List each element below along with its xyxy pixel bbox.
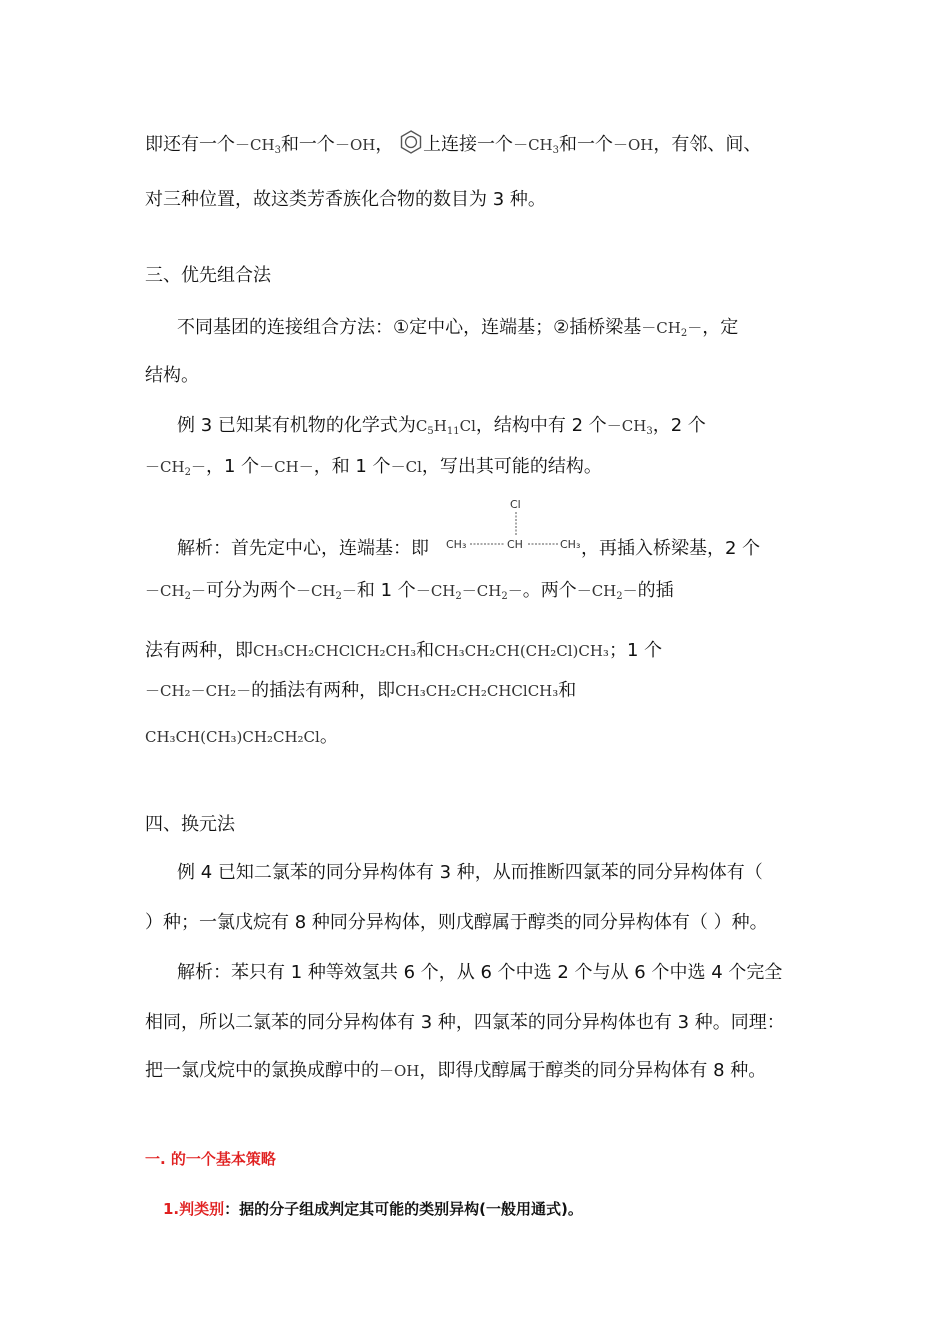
formula: －Cl — [390, 458, 422, 476]
formula: $-CH_2-$ — [576, 582, 638, 602]
paragraph-line: ）种；一氯戊烷有 8 种同分异构体，则戊醇属于醇类的同分异构体有（ ）种。 — [145, 912, 768, 933]
formula: $-CH_3$ — [606, 417, 653, 437]
paragraph-line: 结构。 — [145, 365, 199, 386]
struct-right-label: CH₃ — [560, 538, 581, 551]
formula: CH₃CH(CH₃)CH₂CH₂Cl — [145, 728, 320, 746]
paragraph-line: 把一氯戊烷中的氯换成醇中的－OH，即得戊醇属于醇类的同分异构体有 8 种。 — [145, 1060, 767, 1081]
formula: $C_5H_{11}Cl$ — [415, 417, 476, 437]
paragraph-line: －CH₂－CH₂－的插法有两种，即CH₃CH₂CH₂CHClCH₃和 — [145, 680, 577, 701]
paragraph-line: 解析：首先定中心，连端基：即 ，再插入桥梁基，2 个 — [177, 538, 761, 559]
struct-left-label: CH₃ — [446, 538, 467, 551]
paragraph-line: 法有两种，即CH₃CH₂CHClCH₂CH₃和CH₃CH₂CH(CH₂Cl)CH₃；1 个 — [145, 640, 663, 661]
formula: $-CH_2-$ — [145, 458, 206, 478]
paragraph-line: 解析：苯只有 1 种等效氢共 6 个，从 6 个中选 2 个与从 6 个中选 4 个完全 — [177, 962, 783, 983]
paragraph-line: CH₃CH(CH₃)CH₂CH₂Cl。 — [145, 726, 338, 747]
red-section-heading: 一. 的一个基本策略 — [145, 1150, 276, 1168]
formula: －OH — [379, 1062, 420, 1080]
formula: $-CH_3$ — [235, 136, 281, 156]
formula: CH₃CH₂CH(CH₂Cl)CH₃ — [434, 642, 609, 660]
formula: $-CH_2-$ — [641, 319, 703, 339]
paragraph-line: 例 4 已知二氯苯的同分异构体有 3 种，从而推断四氯苯的同分异构体有（ — [177, 862, 763, 883]
formula: $-CH_3$ — [513, 136, 559, 156]
paragraph-line: $-CH_2-$可分为两个$-CH_2-$和 1 个$-CH_2-CH_2-$。两个$-CH_2-$的插 — [145, 580, 674, 602]
paragraph-line: 例 3 已知某有机物的化学式为$C_5H_{11}Cl$，结构中有 2 个$-CH_3$，2 个 — [177, 415, 706, 437]
formula: －OH — [334, 136, 376, 154]
formula: CH₃CH₂CHClCH₂CH₃ — [253, 642, 417, 660]
paragraph-line: 不同基团的连接组合方法：①定中心，连端基；②插桥梁基$-CH_2-$，定 — [177, 317, 739, 339]
formula: －OH — [613, 136, 654, 154]
formula: －CH₂－CH₂－ — [145, 682, 252, 700]
paragraph-line: 对三种位置，故这类芳香族化合物的数目为 3 种。 — [145, 189, 546, 210]
section-heading: 三、优先组合法 — [145, 265, 271, 286]
section-heading: 四、换元法 — [145, 814, 235, 835]
formula: $-CH_2-$ — [295, 582, 357, 602]
formula: －CH－ — [259, 458, 314, 476]
formula: $-CH_2-$ — [145, 582, 206, 602]
paragraph-line: $-CH_2-$，1 个－CH－，和 1 个－Cl，写出其可能的结构。 — [145, 456, 602, 478]
formula: CH₃CH₂CH₂CHClCH₃ — [395, 682, 559, 700]
rule-line: 1.判类别：据的分子组成判定其可能的类别异构(一般用通式)。 — [163, 1200, 583, 1218]
formula: $-CH_2-CH_2-$ — [415, 582, 523, 602]
paragraph-line: 相同，所以二氯苯的同分异构体有 3 种，四氯苯的同分异构体也有 3 种。同理： — [145, 1012, 785, 1033]
struct-cl-label: Cl — [510, 498, 521, 511]
paragraph-line: 即还有一个$-CH_3$和一个－OH， 上连接一个$-CH_3$和一个－OH，有邻、间、 — [145, 130, 761, 164]
benzene-ring-icon — [399, 130, 423, 162]
struct-mid-label: CH — [507, 538, 523, 551]
